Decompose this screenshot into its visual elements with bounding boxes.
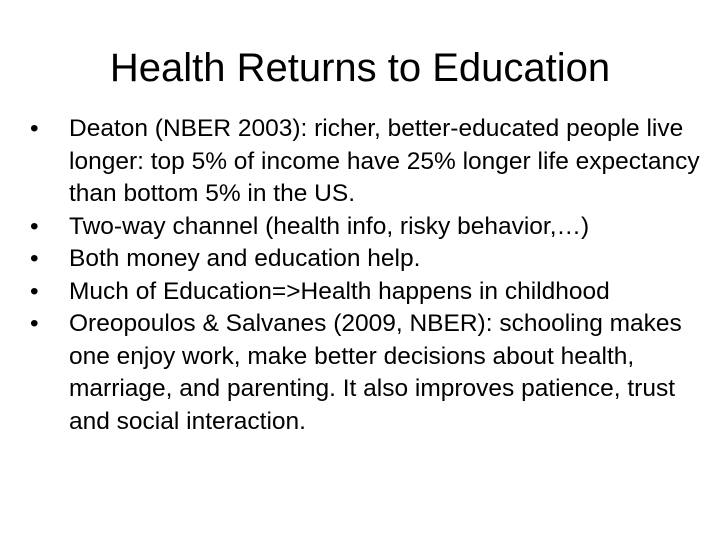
bullet-icon: •: [30, 212, 39, 240]
bullet-item-childhood: [30, 276, 702, 309]
bullet-text: Oreopoulos & Salvanes (2009, NBER): schooling makes one enjoy work, make better decisions about health, marriage, and parenting. It also improves patience, trust and social interaction.: [69, 310, 682, 435]
bullet-item-money-education: [30, 243, 702, 276]
bullet-icon: •: [30, 277, 39, 305]
bullet-icon: •: [30, 115, 39, 142]
bullet-text: Deaton (NBER 2003): richer, better-educated people live longer: top 5% of income have 25% longer life expectancy than bottom 5% in the US.: [69, 115, 700, 207]
bullet-list: [30, 113, 702, 438]
bullet-item-deaton: [30, 113, 702, 211]
bullet-icon: •: [30, 245, 39, 272]
bullet-icon: •: [30, 310, 39, 337]
bullet-text: Much of Education=>Health happens in childhood: [69, 277, 610, 305]
bullet-item-two-way-channel: [30, 211, 702, 244]
bullet-item-oreopoulos: [30, 308, 702, 438]
bullet-text: Both money and education help.: [69, 245, 421, 272]
bullet-text: Two-way channel (health info, risky behavior,…): [69, 212, 590, 240]
slide-title: Health Returns to Education: [109, 46, 611, 90]
